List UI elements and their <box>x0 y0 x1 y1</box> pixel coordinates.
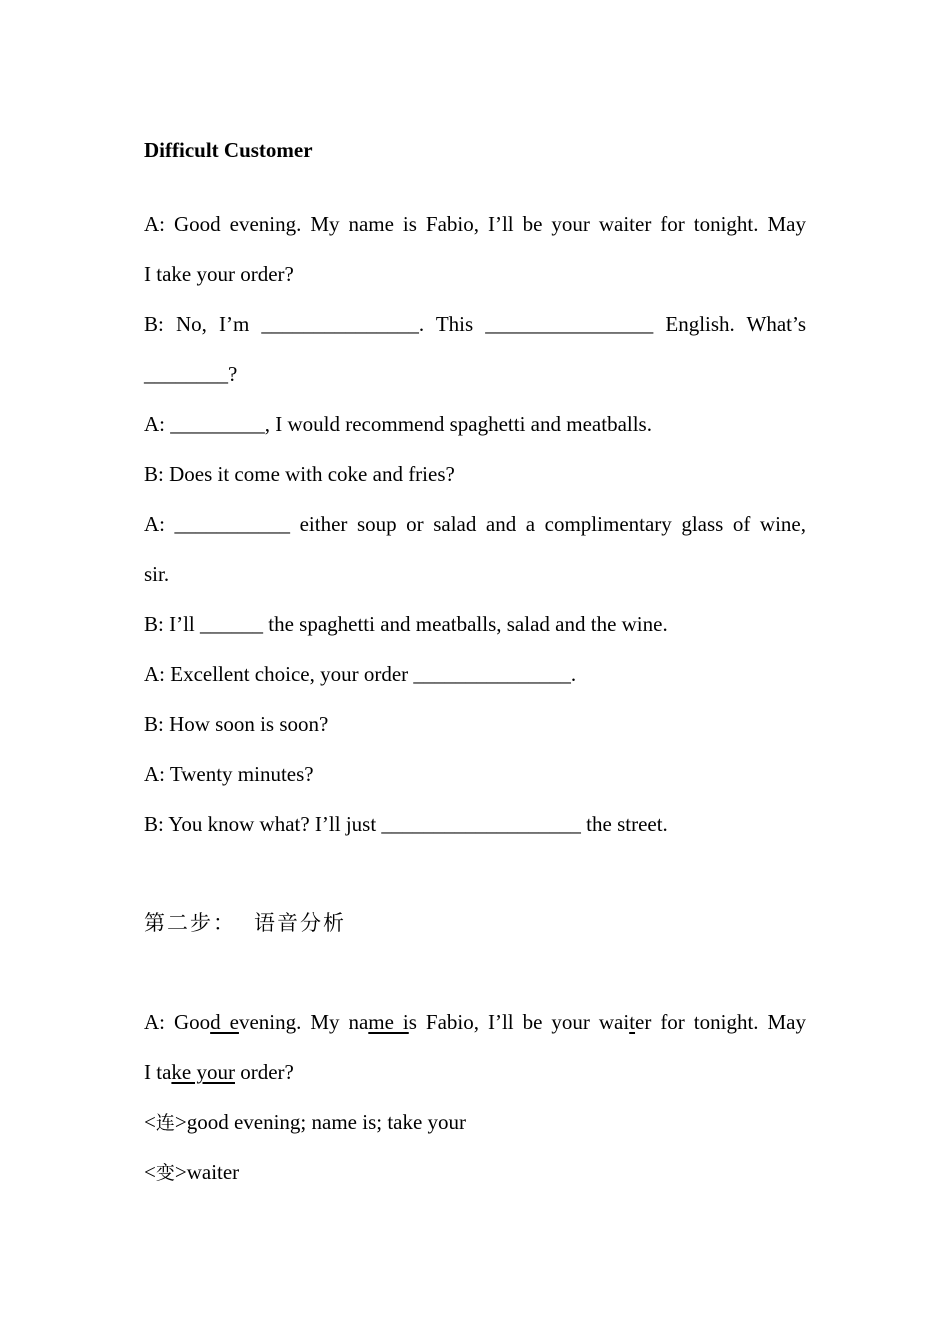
analysis-text: A: Goo <box>144 1010 211 1034</box>
change-text: waiter <box>186 1160 240 1184</box>
dialogue-line: B: I’ll ______ the spaghetti and meatballs, salad and the wine. <box>144 612 668 636</box>
change-note <box>144 1158 806 1187</box>
analysis-line-2 <box>144 1058 806 1086</box>
linking-tag: 连 <box>155 1112 175 1134</box>
dialogue-line: A: Twenty minutes? <box>144 762 314 786</box>
dialogue-line: I take your order? <box>144 262 294 286</box>
dialogue-line: A: _________, I would recommend spaghetti and meatballs. <box>144 412 652 436</box>
tag-close: > <box>174 1110 187 1134</box>
dialogue-line: B: No, I’m _______________. This ________________ English. What’s <box>144 312 806 336</box>
tag-open: < <box>144 1160 156 1184</box>
liaison-underline: ke your <box>171 1060 235 1084</box>
analysis-text: order? <box>234 1060 294 1084</box>
dialogue-line: B: Does it come with coke and fries? <box>144 462 455 486</box>
section-name: 语音分析 <box>254 911 346 935</box>
section-heading <box>144 909 346 937</box>
flap-underline: t <box>629 1010 636 1034</box>
linking-text: good evening; name is; take your <box>186 1110 467 1134</box>
dialogue-line: B: How soon is soon? <box>144 712 329 736</box>
document-title: Difficult Customer <box>144 138 313 162</box>
dialogue-line: A: Good evening. My name is Fabio, I’ll be your waiter for tonight. May <box>144 212 806 236</box>
tag-open: < <box>144 1110 156 1134</box>
dialogue-line: B: You know what? I’ll just ___________________ the street. <box>144 812 668 836</box>
dialogue-line: ________? <box>144 362 238 386</box>
linking-note <box>144 1108 806 1137</box>
change-tag: 变 <box>155 1162 175 1184</box>
liaison-underline: me i <box>368 1010 409 1034</box>
analysis-line-1 <box>144 1008 806 1036</box>
analysis-text: er for tonight. May <box>635 1010 806 1034</box>
analysis-text: vening. My na <box>238 1010 369 1034</box>
dialogue-line: A: Excellent choice, your order _______________. <box>144 662 577 686</box>
section-step-label: 第二步： <box>144 911 236 935</box>
liaison-underline: d e <box>210 1010 239 1034</box>
dialogue-line: A: ___________ either soup or salad and a complimentary glass of wine, <box>144 512 806 536</box>
dialogue-line: sir. <box>144 562 170 586</box>
analysis-text: I ta <box>144 1060 172 1084</box>
analysis-text: s Fabio, I’ll be your wai <box>408 1010 630 1034</box>
tag-close: > <box>174 1160 187 1184</box>
